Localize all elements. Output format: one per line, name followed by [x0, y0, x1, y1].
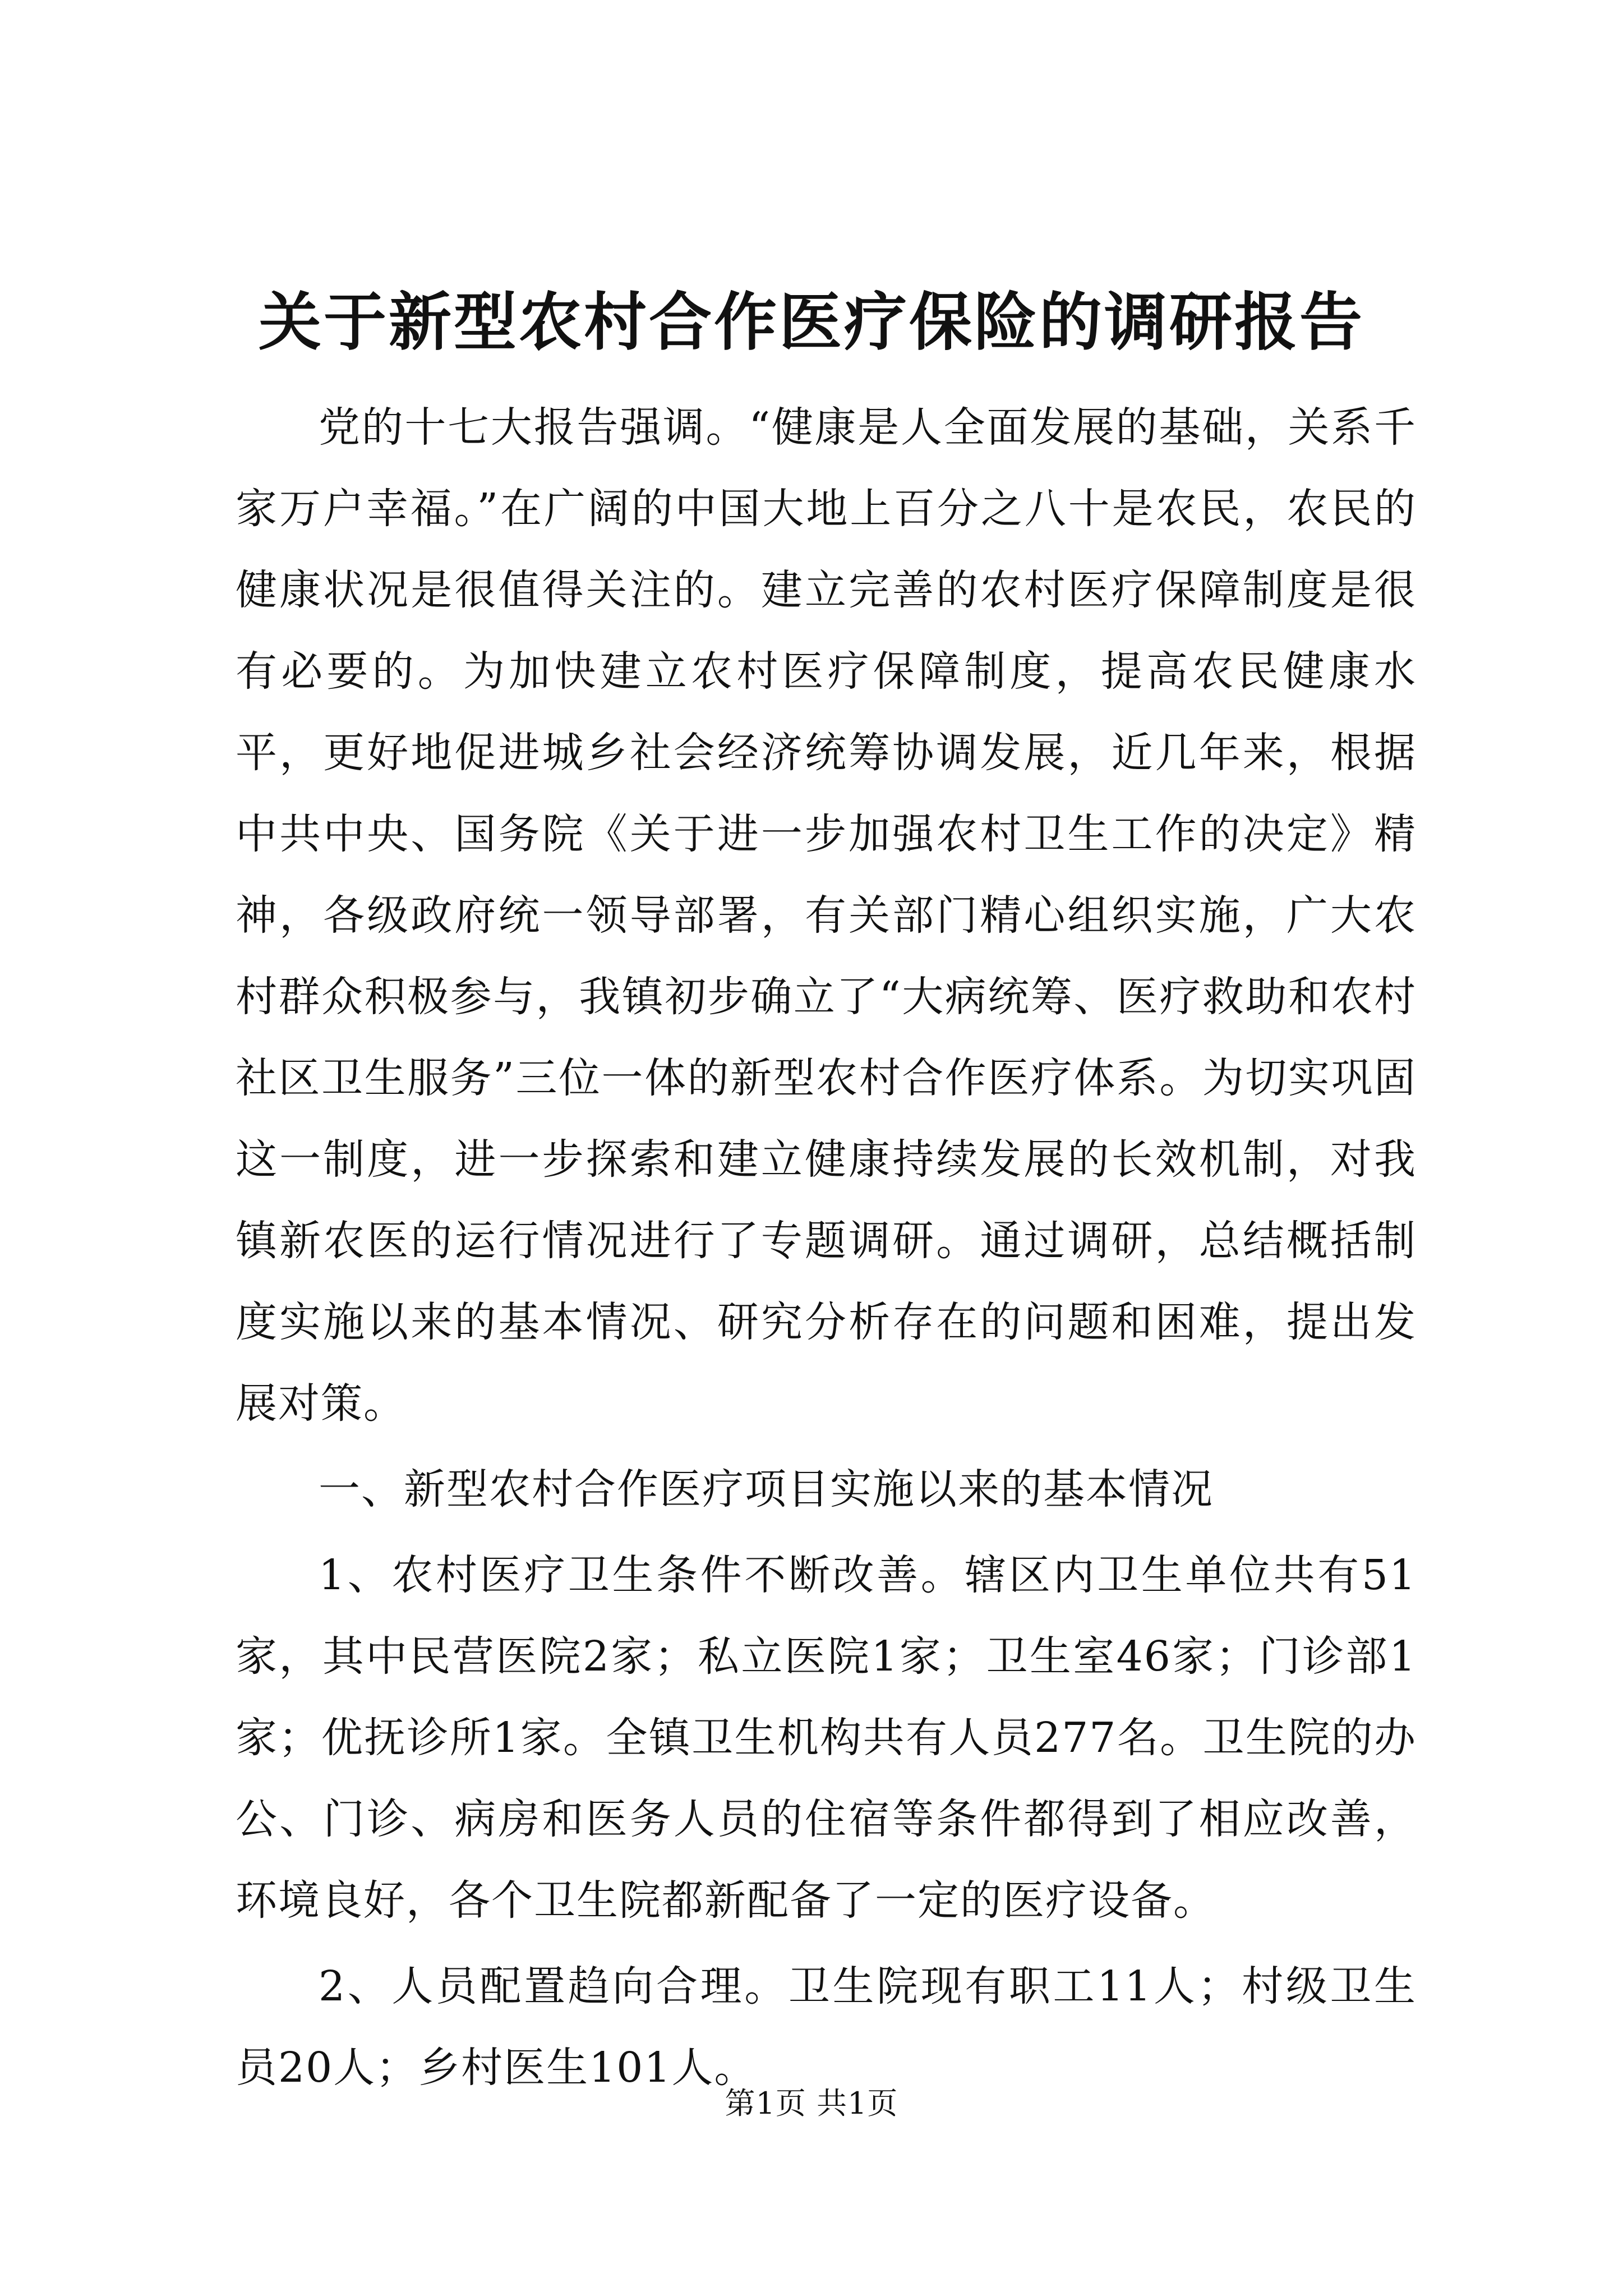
- paragraph-medical-conditions: 1、农村医疗卫生条件不断改善。辖区内卫生单位共有51家，其中民营医院2家；私立医院1家；卫生室46家；门诊部1家；优抚诊所1家。全镇卫生机构共有人员277名。卫生院的办公、门诊、病房和医务人员的住宿等条件都得到了相应改善，环境良好，各个卫生院都新配备了一定的医疗设备。: [236, 1551, 1417, 1925]
- section-heading-basic-situation: 一、新型农村合作医疗项目实施以来的基本情况: [319, 1465, 1214, 1513]
- page-footer: 第1页 共1页: [725, 2086, 898, 2121]
- paragraph-staffing: 2、人员配置趋向合理。卫生院现有职工11人；村级卫生员20人；乡村医生101人。: [236, 1962, 1417, 2092]
- document-body: [236, 387, 1417, 2109]
- paragraph-intro: 党的十七大报告强调。“健康是人全面发展的基础，关系千家万户幸福。”在广阔的中国大地上百分之八十是农民，农民的健康状况是很值得关注的。建立完善的农村医疗保障制度是很有必要的。为加快建立农村医疗保障制度，提高农民健康水平，更好地促进城乡社会经济统筹协调发展，近几年来，根据中共中央、国务院《关于进一步加强农村卫生工作的决定》精神，各级政府统一领导部署，有关部门精心组织实施，广大农村群众积极参与，我镇初步确立了“大病统筹、医疗救助和农村社区卫生服务”三位一体的新型农村合作医疗体系。为切实巩固这一制度，进一步探索和建立健康持续发展的长效机制，对我镇新农医的运行情况进行了专题调研。通过调研，总结概括制度实施以来的基本情况、研究分析存在的问题和困难，提出发展对策。: [236, 403, 1417, 1428]
- document-title: 关于新型农村合作医疗保险的调研报告: [259, 286, 1364, 359]
